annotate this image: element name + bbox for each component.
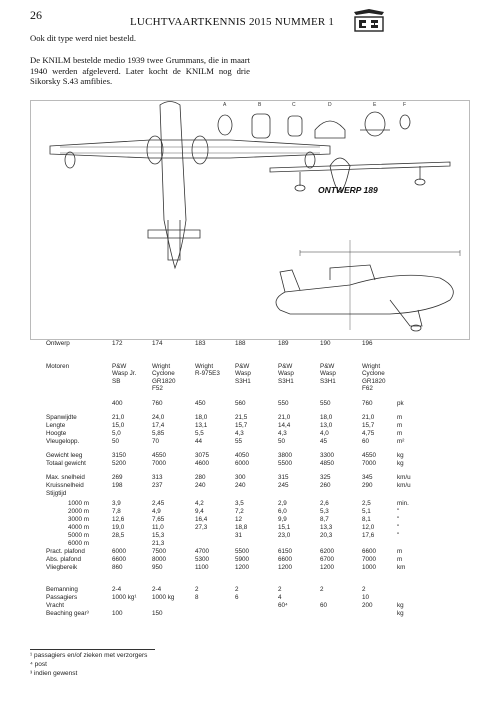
section-letter: D bbox=[328, 102, 332, 108]
table-cell: 28,5 bbox=[112, 532, 125, 539]
table-cell: 172 bbox=[112, 340, 123, 347]
table-cell: 1200 bbox=[278, 564, 293, 571]
table-cell: 1000 bbox=[362, 564, 377, 571]
footnote-2: ⁴ post bbox=[30, 661, 47, 668]
table-cell: 2,6 bbox=[320, 500, 329, 507]
table-cell: 10 bbox=[362, 594, 370, 601]
table-cell: 13,1 bbox=[195, 422, 208, 429]
table-cell: 50 bbox=[112, 438, 120, 445]
table-cell: Wright R-975E3 bbox=[195, 363, 220, 378]
table-cell: 200 bbox=[362, 602, 373, 609]
row-label: Spanwijdte bbox=[46, 414, 77, 421]
row-label: Lengte bbox=[46, 422, 66, 429]
table-cell: 27,3 bbox=[195, 524, 208, 531]
table-cell: 7500 bbox=[152, 548, 167, 555]
table-cell: 4600 bbox=[195, 460, 210, 467]
table-cell: 450 bbox=[195, 400, 206, 407]
table-cell: P&W Wasp S3H1 bbox=[278, 363, 294, 385]
table-cell: 950 bbox=[152, 564, 163, 571]
row-label: 6000 m bbox=[68, 540, 90, 547]
table-cell: 21,0 bbox=[362, 414, 375, 421]
table-cell: 5,1 bbox=[362, 508, 371, 515]
table-cell: 280 bbox=[195, 474, 206, 481]
row-label: Max. snelheid bbox=[46, 474, 85, 481]
table-cell: 45 bbox=[320, 438, 328, 445]
table-cell: 12 bbox=[235, 516, 243, 523]
table-cell: 11,0 bbox=[152, 524, 164, 531]
row-label: Hoogte bbox=[46, 430, 67, 437]
row-label: Kruissnelheid bbox=[46, 482, 84, 489]
running-title: LUCHTVAARTKENNIS 2015 NUMMER 1 bbox=[130, 16, 335, 28]
table-cell: 5,5 bbox=[195, 430, 204, 437]
row-label: Passagiers bbox=[46, 594, 78, 601]
table-cell: 550 bbox=[320, 400, 331, 407]
table-cell: 14,4 bbox=[278, 422, 291, 429]
table-cell: 15,7 bbox=[235, 422, 248, 429]
table-cell: 15,0 bbox=[112, 422, 125, 429]
table-cell: 4,3 bbox=[235, 430, 244, 437]
unit-label: m bbox=[397, 414, 403, 421]
table-cell: 50 bbox=[278, 438, 286, 445]
table-cell: 21,5 bbox=[235, 414, 248, 421]
table-cell: 16,4 bbox=[195, 516, 208, 523]
table-cell: 23,0 bbox=[278, 532, 291, 539]
table-cell: 12,0 bbox=[362, 524, 375, 531]
table-cell: 5,85 bbox=[152, 430, 165, 437]
row-label: 4000 m bbox=[68, 524, 90, 531]
table-cell: 325 bbox=[320, 474, 331, 481]
section-letter: F bbox=[403, 102, 407, 108]
table-cell: 5500 bbox=[235, 548, 250, 555]
section-letter: C bbox=[292, 102, 296, 108]
section-letter: B bbox=[258, 102, 262, 108]
table-cell: 174 bbox=[152, 340, 163, 347]
row-label: Stijgtijd bbox=[46, 490, 67, 497]
unit-label: km/u bbox=[397, 482, 411, 489]
table-cell: 260 bbox=[320, 482, 331, 489]
table-cell: 188 bbox=[235, 340, 246, 347]
table-cell: 3800 bbox=[278, 452, 293, 459]
table-cell: 13,3 bbox=[320, 524, 333, 531]
table-cell: 17,4 bbox=[152, 422, 165, 429]
table-cell: 269 bbox=[112, 474, 123, 481]
table-cell: 6200 bbox=[320, 548, 335, 555]
table-cell: 1100 bbox=[195, 564, 209, 571]
table-cell: 2-4 bbox=[152, 586, 162, 593]
table-cell: 1000 kg¹ bbox=[112, 594, 137, 601]
table-cell: 300 bbox=[235, 474, 246, 481]
table-cell: 313 bbox=[152, 474, 163, 481]
section-letter: A bbox=[223, 102, 227, 108]
table-cell: 345 bbox=[362, 474, 373, 481]
row-label: Bemanning bbox=[46, 586, 78, 593]
table-cell: 44 bbox=[195, 438, 203, 445]
table-cell: 4,9 bbox=[152, 508, 161, 515]
table-cell: 4,0 bbox=[320, 430, 329, 437]
table-cell: 60 bbox=[362, 438, 370, 445]
table-cell: 3075 bbox=[195, 452, 210, 459]
unit-label: m bbox=[397, 430, 403, 437]
table-cell: 860 bbox=[112, 564, 123, 571]
table-cell: 2,45 bbox=[152, 500, 165, 507]
unit-label: " bbox=[397, 524, 400, 531]
table-cell: 60 bbox=[320, 602, 328, 609]
row-label: 3000 m bbox=[68, 516, 90, 523]
table-cell: 60⁴ bbox=[278, 602, 288, 609]
table-cell: 70 bbox=[152, 438, 160, 445]
row-label: Vracht bbox=[46, 602, 64, 609]
table-cell: 2 bbox=[362, 586, 366, 593]
footnote-3: ³ indien gewenst bbox=[30, 670, 78, 677]
table-cell: 4050 bbox=[235, 452, 250, 459]
table-cell: 2 bbox=[235, 586, 239, 593]
table-cell: 240 bbox=[195, 482, 206, 489]
table-cell: 5,3 bbox=[320, 508, 329, 515]
table-cell: 196 bbox=[362, 340, 373, 347]
page-number: 26 bbox=[30, 8, 42, 22]
row-label: 1000 m bbox=[68, 500, 90, 507]
unit-label: kg bbox=[397, 610, 404, 617]
unit-label: pk bbox=[397, 400, 404, 407]
table-cell: 4,2 bbox=[195, 500, 204, 507]
table-cell: 4,75 bbox=[362, 430, 375, 437]
table-cell: 198 bbox=[112, 482, 123, 489]
table-cell: 315 bbox=[278, 474, 289, 481]
unit-label: m bbox=[397, 548, 403, 555]
unit-label: min. bbox=[397, 500, 409, 507]
row-label: 2000 m bbox=[68, 508, 90, 515]
table-cell: 4550 bbox=[152, 452, 167, 459]
table-cell: 5,0 bbox=[112, 430, 121, 437]
table-cell: 2 bbox=[320, 586, 324, 593]
table-cell: 21,3 bbox=[152, 540, 165, 547]
row-label: Totaal gewicht bbox=[46, 460, 86, 467]
table-cell: 3150 bbox=[112, 452, 127, 459]
table-cell: 8,7 bbox=[320, 516, 329, 523]
unit-label: m bbox=[397, 422, 403, 429]
intro-paragraph-2: De KNILM bestelde medio 1939 twee Grummans, die in maart 1940 werden afgeleverd. Later kocht de KNILM nog drie Sikorsky S.43 amfibies. bbox=[30, 55, 250, 86]
unit-label: kg bbox=[397, 452, 404, 459]
table-cell: 7,2 bbox=[235, 508, 244, 515]
table-cell: 5900 bbox=[235, 556, 250, 563]
table-cell: P&W Wasp S3H1 bbox=[320, 363, 336, 385]
unit-label: km bbox=[397, 564, 406, 571]
row-label: Beaching gear³ bbox=[46, 610, 89, 617]
table-cell: 6000 bbox=[112, 548, 127, 555]
table-cell: 8,1 bbox=[362, 516, 371, 523]
table-cell: 240 bbox=[235, 482, 246, 489]
table-cell: 24,0 bbox=[152, 414, 165, 421]
row-label: Pract. plafond bbox=[46, 548, 85, 555]
table-cell: 560 bbox=[235, 400, 246, 407]
section-letter: E bbox=[373, 102, 377, 108]
row-label: Ontwerp bbox=[46, 340, 70, 347]
table-cell: 760 bbox=[362, 400, 373, 407]
table-cell: 550 bbox=[278, 400, 289, 407]
row-label: Gewicht leeg bbox=[46, 452, 83, 459]
row-label: Motoren bbox=[46, 363, 70, 370]
unit-label: m bbox=[397, 556, 403, 563]
table-cell: 6600 bbox=[362, 548, 377, 555]
table-cell: 8000 bbox=[152, 556, 167, 563]
table-cell: 4550 bbox=[362, 452, 377, 459]
table-cell: 8 bbox=[195, 594, 199, 601]
table-cell: 1000 kg bbox=[152, 594, 175, 601]
table-cell: 15,7 bbox=[362, 422, 375, 429]
table-cell: 4,3 bbox=[278, 430, 287, 437]
table-cell: 3300 bbox=[320, 452, 335, 459]
table-cell: P&W Wasp S3H1 bbox=[235, 363, 251, 385]
table-cell: 19,0 bbox=[112, 524, 125, 531]
table-cell: 150 bbox=[152, 610, 163, 617]
table-cell: 290 bbox=[362, 482, 373, 489]
table-cell: 31 bbox=[235, 532, 243, 539]
table-cell: 5500 bbox=[278, 460, 293, 467]
table-cell: 183 bbox=[195, 340, 206, 347]
table-cell: 5300 bbox=[195, 556, 210, 563]
table-cell: 9,9 bbox=[278, 516, 287, 523]
row-label: Vleugelopp. bbox=[46, 438, 80, 445]
table-cell: 6150 bbox=[278, 548, 293, 555]
table-cell: 18,8 bbox=[235, 524, 248, 531]
row-label: Vliegbereik bbox=[46, 564, 78, 571]
table-cell: 6600 bbox=[112, 556, 127, 563]
table-cell: 2 bbox=[195, 586, 199, 593]
footnote-divider bbox=[30, 649, 155, 650]
table-cell: 6000 bbox=[235, 460, 250, 467]
table-cell: 13,0 bbox=[320, 422, 333, 429]
table-cell: 3,9 bbox=[112, 500, 121, 507]
unit-label: " bbox=[397, 532, 400, 539]
unit-label: " bbox=[397, 508, 400, 515]
unit-label: km/u bbox=[397, 474, 411, 481]
footnote-1: ¹ passagiers en/of zieken met verzorgers bbox=[30, 652, 148, 659]
table-cell: 3,5 bbox=[235, 500, 244, 507]
table-cell: 189 bbox=[278, 340, 289, 347]
table-cell: 2,9 bbox=[278, 500, 287, 507]
table-cell: 190 bbox=[320, 340, 331, 347]
table-cell: 2 bbox=[278, 586, 282, 593]
unit-label: kg bbox=[397, 602, 404, 609]
figure-caption: ONTWERP 189 bbox=[318, 185, 378, 195]
table-cell: P&W Wasp Jr. SB bbox=[112, 363, 137, 385]
table-cell: 5200 bbox=[112, 460, 127, 467]
table-cell: 9,4 bbox=[195, 508, 204, 515]
table-cell: 12,6 bbox=[112, 516, 125, 523]
table-cell: 15,1 bbox=[278, 524, 291, 531]
unit-label: " bbox=[397, 516, 400, 523]
table-cell: 18,0 bbox=[195, 414, 208, 421]
table-cell: 6700 bbox=[320, 556, 335, 563]
table-cell: 15,3 bbox=[152, 532, 165, 539]
table-cell: 4700 bbox=[195, 548, 210, 555]
table-cell: 21,0 bbox=[278, 414, 291, 421]
table-cell: 2,5 bbox=[362, 500, 371, 507]
table-cell: Wright Cyclone GR1820 F62 bbox=[362, 363, 386, 392]
table-cell: 4 bbox=[278, 594, 282, 601]
unit-label: kg bbox=[397, 460, 404, 467]
table-cell: 100 bbox=[112, 610, 123, 617]
table-cell: 6600 bbox=[278, 556, 293, 563]
table-cell: 4850 bbox=[320, 460, 335, 467]
unit-label: m² bbox=[397, 438, 405, 445]
table-cell: 7,65 bbox=[152, 516, 165, 523]
table-cell: Wright Cyclone GR1820 F52 bbox=[152, 363, 176, 392]
table-cell: 7000 bbox=[362, 460, 377, 467]
table-cell: 237 bbox=[152, 482, 163, 489]
table-cell: 55 bbox=[235, 438, 243, 445]
table-cell: 18,0 bbox=[320, 414, 333, 421]
table-cell: 7,8 bbox=[112, 508, 121, 515]
table-cell: 21,0 bbox=[112, 414, 125, 421]
table-cell: 20,3 bbox=[320, 532, 333, 539]
table-cell: 7000 bbox=[152, 460, 167, 467]
table-cell: 2-4 bbox=[112, 586, 122, 593]
table-cell: 760 bbox=[152, 400, 163, 407]
table-cell: 17,6 bbox=[362, 532, 375, 539]
intro-paragraph-1: Ook dit type werd niet besteld. bbox=[30, 33, 136, 43]
table-cell: 6,0 bbox=[278, 508, 287, 515]
table-cell: 7000 bbox=[362, 556, 377, 563]
table-cell: 6 bbox=[235, 594, 239, 601]
table-cell: 245 bbox=[278, 482, 289, 489]
table-cell: 1200 bbox=[320, 564, 335, 571]
row-label: Abs. plafond bbox=[46, 556, 82, 563]
row-label: 5000 m bbox=[68, 532, 90, 539]
table-cell: 400 bbox=[112, 400, 123, 407]
table-cell: 1200 bbox=[235, 564, 250, 571]
